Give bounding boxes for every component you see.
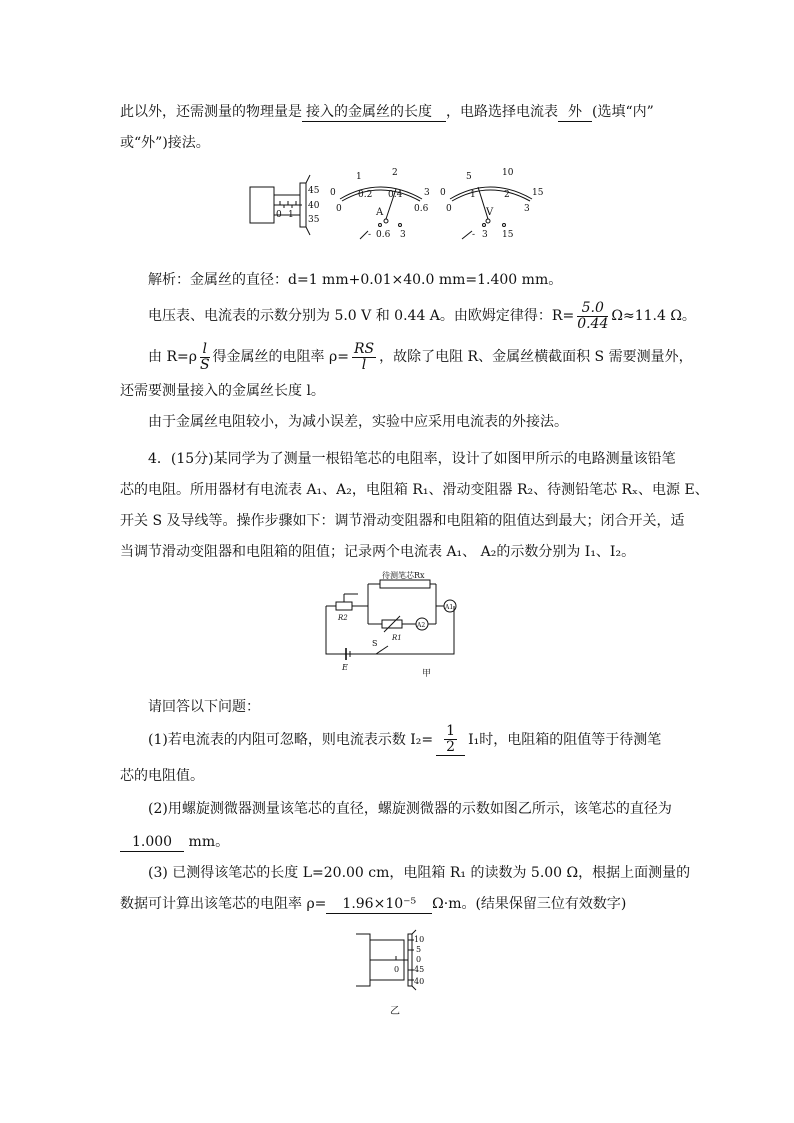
instrument-figure [240,165,560,245]
caption-yi: 乙 [390,1006,400,1017]
micC-main-45: 45 [414,965,425,974]
micC-main-40: 40 [414,977,425,986]
vol-top-10: 10 [502,168,514,178]
fraction-rs-over-l: $\frac{RS}{l}$ [353,340,375,373]
vol-bot-0: 0 [446,204,452,214]
fraction-one-half: $\frac{1}{2}$ [436,724,465,756]
answer-blank-length: 接入的金属丝的长度 [302,104,446,122]
solution-line-4: 还需要测量接入的金属丝长度 l。 [120,383,325,399]
rx-resistor [380,580,430,588]
micrometer-figure [350,926,440,1018]
vol-term-3: 3 [482,230,488,240]
q-part-2-line-1: (2)用螺旋测微器测量该笔芯的直径，螺旋测微器的示数如图乙所示，该笔芯的直径为 [148,801,672,817]
micC-main-0: 0 [416,955,422,964]
label-r1: R1 [392,634,402,642]
mic-main-2: 40 [308,201,320,211]
solution-line-5: 由于金属丝电阻较小，为减小误差，实验中应采用电流表的外接法。 [148,414,568,430]
solution-line-2: 电压表、电流表的示数分别为 5.0 V 和 0.44 A。由欧姆定律得：R= $\frac{5.0}{0.44}$ Ω≈11.4 Ω。 [148,299,696,332]
amm-top-2: 2 [392,168,398,178]
amm-bot-1: 0.2 [358,190,373,200]
vol-bot-3: 3 [524,204,530,214]
micC-main-10: 10 [414,935,425,944]
caption-jia: 甲 [422,669,432,679]
micC-main-5: 5 [416,945,422,954]
vol-top-5: 5 [466,172,472,182]
solution-line-3: 由 R=ρ $\frac{l}{S}$ 得金属丝的电阻率 ρ= $\frac{RS}{l}$ ，故除了电阻 R、金属丝横截面积 S 需要测量外， [148,340,693,373]
questions-intro: 请回答以下问题： [148,699,260,715]
label-r2: R2 [338,614,348,622]
amm-bot-0: 0 [336,204,342,214]
amm-bot-3: 0.6 [414,204,429,214]
fraction-5-over-044: $\frac{5.0}{0.44}$ [577,299,609,332]
q4-line-1: 4．(15分)某同学为了测量一根铅笔芯的电阻率，设计了如图甲所示的电路测量该铅笔 [148,451,676,467]
label-a1: A1 [445,604,454,611]
answer-blank-connection: 外 [558,104,592,122]
amm-top-0: 0 [330,188,336,198]
vol-bot-1: 1 [470,190,476,200]
q3-line-2: 或“外”)接法。 [120,135,210,151]
amm-term-3: 3 [400,230,406,240]
answer-blank-resistivity: 1.96×10⁻⁵ [326,896,432,914]
label-s: S [372,639,378,648]
circuit-figure [318,572,468,680]
vol-term-15: 15 [502,230,514,240]
solution-line-1: 解析：金属丝的直径：d=1 mm+0.01×40.0 mm=1.400 mm。 [148,272,563,288]
label-rx: 待测笔芯Rx [382,571,425,580]
mic-sleeve-0: 0 [276,210,282,220]
label-e: E [342,663,348,672]
answer-blank-diameter: 1.000 [120,834,184,852]
mic-main-1: 45 [308,186,320,196]
vol-term-neg: - [472,230,476,240]
q-part-2-line-2: 1.000 mm。 [120,832,229,852]
q3-line-1: 此以外，还需测量的物理量是 接入的金属丝的长度 ，电路选择电流表 外 (选填“内” [120,104,654,120]
vol-letter: V [486,207,494,218]
fraction-l-over-s: $\frac{l}{S}$ [199,340,210,373]
q-part-3-line-2: 数据可计算出该笔芯的电阻率 ρ= 1.96×10⁻⁵ Ω·m。(结果保留三位有效数字) [120,896,627,912]
amm-term-neg: - [368,230,372,240]
vol-bot-2: 2 [504,190,510,200]
r2-slider-rheostat [336,602,352,610]
amm-top-3: 3 [424,188,430,198]
micC-sleeve-0: 0 [394,965,400,974]
q4-line-2: 芯的电阻。所用器材有电流表 A₁、A₂，电阻箱 R₁、滑动变阻器 R₂、待测铅笔芯 Rₓ、电源 E、 [120,482,709,498]
vol-top-15: 15 [532,188,544,198]
amm-term-06: 0.6 [376,230,391,240]
q4-line-3: 开关 S 及导线等。操作步骤如下：调节滑动变阻器和电阻箱的阻值达到最大；闭合开关，适 [120,513,685,529]
q4-line-4: 当调节滑动变阻器和电阻箱的阻值；记录两个电流表 A₁、 A₂的示数分别为 I₁、I₂。 [120,544,636,560]
amm-top-1: 1 [356,172,362,182]
amm-letter: A [376,207,384,218]
amm-bot-2: 0.4 [388,190,403,200]
q-part-3-line-1: (3) 已测得该笔芯的长度 L=20.00 cm，电阻箱 R₁ 的读数为 5.00 Ω，根据上面测量的 [148,865,691,881]
vol-top-0: 0 [440,188,446,198]
q-part-1-line-2: 芯的电阻值。 [120,768,204,784]
mic-main-3: 35 [308,215,320,225]
mic-sleeve-1: 1 [288,210,294,220]
micrometer [250,175,310,235]
q-part-1-line-1: (1)若电流表的内阻可忽略，则电流表示数 I₂= $\frac{1}{2}$ I₁时，电阻箱的阻值等于待测笔 [148,723,662,755]
label-a2: A2 [417,622,426,629]
